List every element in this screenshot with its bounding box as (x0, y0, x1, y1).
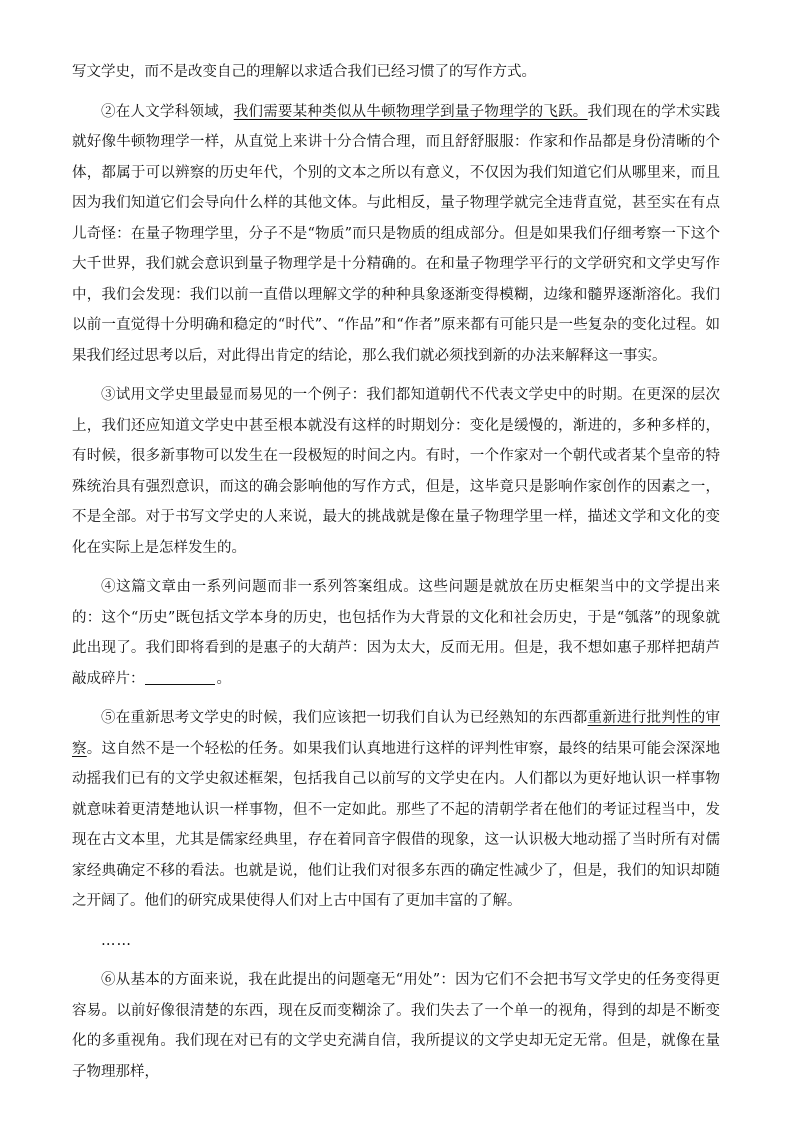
paragraph-text: ③试用文学史里最显而易见的一个例子：我们都知道朝代不代表文学史中的时期。在更深的层次上，我们还应知道文学史中甚至根本就没有这样的时期划分：变化是缓慢的，渐进的，多种多样的，有时候，很多新事物可以发生在一段极短的时间之内。有时，一个作家对一个朝代或者某个皇帝的特殊统治具有强烈意识，而这的确会影响他的写作方式，但是，这毕竟只是影响作家创作的因素之一，不是全部。对于书写文学史的人来说，最大的挑战就是像在量子物理学里一样，描述文学和文化的变化在实际上是怎样发生的。 (72, 387, 720, 556)
article-body (72, 57, 720, 1096)
paragraph-p3 (72, 380, 720, 563)
paragraph-text: ④这篇文章由一系列问题而非一系列答案组成。这些问题是就放在历史框架当中的文学提出来的：这个“历史”既包括文学本身的历史，也包括作为大背景的文化和社会历史，于是“瓠落”的现象就此出现了。我们即将看到的是惠子的大葫芦：因为太大，反而无用。但是，我不想如惠子那样把葫芦敲成碎片： (72, 579, 720, 687)
paragraph-p2 (72, 97, 720, 372)
paragraph-text: ⑥从基本的方面来说，我在此提出的问题毫无“用处”：因为它们不会把书写文学史的任务变得更容易。以前好像很清楚的东西，现在反而变糊涂了。我们失去了一个单一的视角，得到的却是不断变化的多重视角。我们现在对已有的文学史充满自信，我所提议的文学史却无定无常。但是，就像在量子物理那样， (72, 972, 720, 1080)
underlined-text: 重新进行批判性的审察 (72, 710, 720, 757)
paragraph-text: ⑤在重新思考文学史的时候，我们应该把一切我们自认为已经熟知的东西都 (101, 710, 588, 726)
paragraph-text: 。这自然不是一个轻松的任务。如果我们认真地进行这样的评判性审察，最终的结果可能会深深地动摇我们已有的文学史叙述框架，包括我自己以前写的文学史在内。人们都以为更好地认识一样事物就意味着更清楚地认识一样事物，但不一定如此。那些了不起的清朝学者在他们的考证过程当中，发现在古文本里，尤其是儒家经典里，存在着同音字假借的现象，这一认识极大地动摇了当时所有对儒家经典确定不移的看法。也就是说，他们让我们对很多东西的确定性减少了，但是，我们的知识却随之开阔了。他们的研究成果使得人们对上古中国有了更加丰富的了解。 (72, 740, 720, 909)
paragraph-p5 (72, 703, 720, 917)
paragraph-p-continued (72, 57, 720, 88)
paragraph-text: …… (101, 932, 132, 949)
paragraph-text: 我们现在的学术实践就好像牛顿物理学一样，从直觉上来讲十分合情合理，而且舒舒服服：作家和作品都是身份清晰的个体，都属于可以辨察的历史年代，个别的文本之所以有意义，不仅因为我们知道它们从哪里来，而且因为我们知道它们会导向什么样的其他文体。与此相反，量子物理学就完全违背直觉，甚至实在有点儿奇怪：在量子物理学里，分子不是“物质”而只是物质的组成部分。但是如果我们仔细考察一下这个大千世界，我们就会意识到量子物理学是十分精确的。在和量子物理学平行的文学研究和文学史写作中，我们会发现：我们以前一直借以理解文学的种种具象逐渐变得模糊，边缘和髓界逐渐溶化。我们以前一直觉得十分明确和稳定的“时代”、“作品”和“作者”原来都有可能只是一些复杂的变化过程。如果我们经过思考以后，对此得出肯定的结论，那么我们就必须找到新的办法来解释这一事实。 (72, 103, 721, 364)
paragraph-p6 (72, 965, 720, 1087)
paragraph-text: 。 (216, 670, 231, 687)
ellipsis-line (72, 926, 720, 957)
paragraph-text: ②在人文学科领域， (101, 103, 234, 120)
fill-in-blank (145, 670, 215, 685)
underlined-text: 我们需要某种类似从牛顿物理学到量子物理学的飞跃。 (233, 103, 588, 120)
paragraph-p4 (72, 572, 720, 694)
paragraph-text: 写文学史，而不是改变自己的理解以求适合我们已经习惯了的写作方式。 (72, 64, 536, 80)
